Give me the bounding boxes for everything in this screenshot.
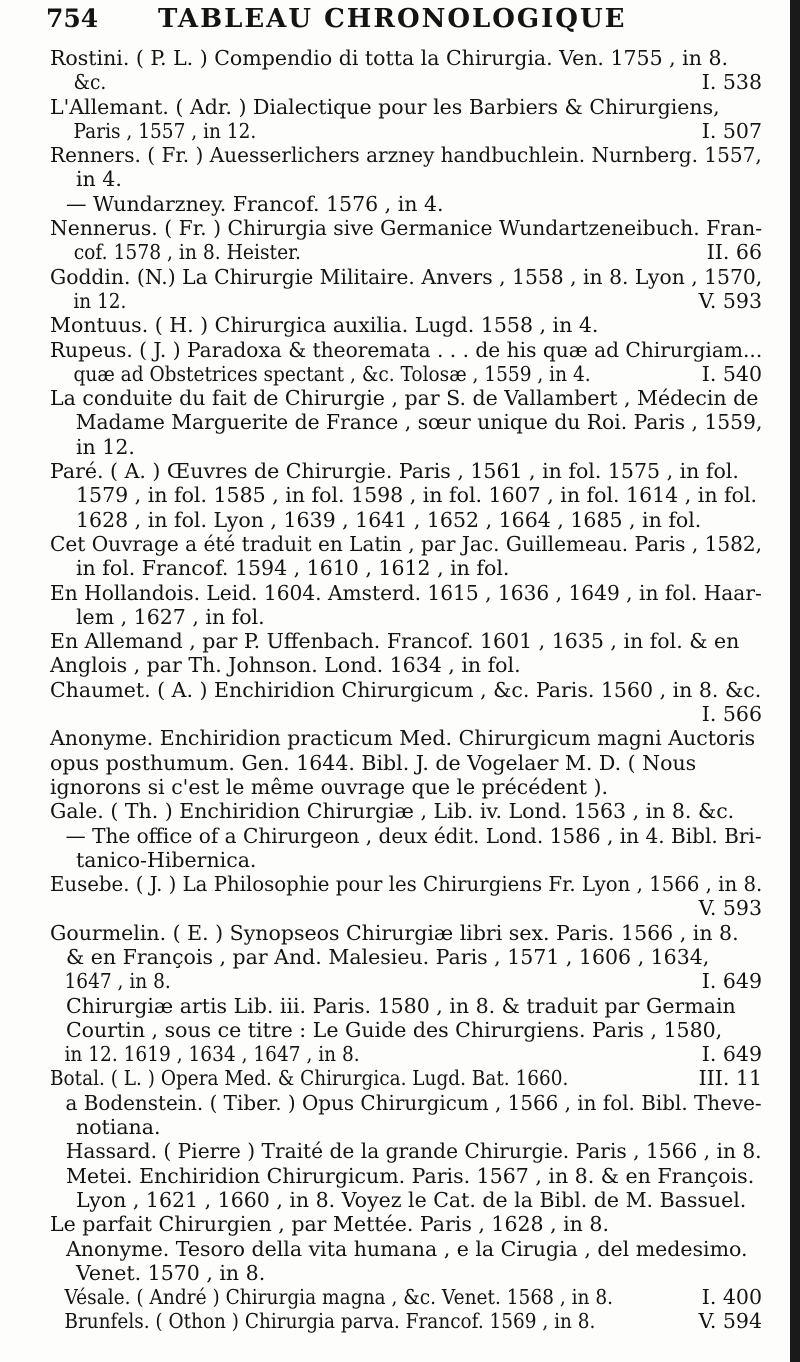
line-text: notiana.: [76, 1115, 161, 1140]
line-text: Botal. ( L. ) Opera Med. & Chirurgica. Lugd. Bat. 1660.: [50, 1066, 569, 1091]
line-text: & en François , par And. Malesieu. Paris , 1571 , 1606 , 1634,: [66, 944, 710, 969]
text-line: [50, 167, 762, 191]
text-line: [50, 435, 762, 459]
text-line: [50, 994, 762, 1018]
text-line: [50, 95, 762, 119]
text-line: [50, 1309, 762, 1333]
line-text: Rupeus. ( J. ) Paradoxa & theoremata . . . de his quæ ad Chirurgiam...: [50, 337, 763, 362]
line-text: 1647 , in 8.: [64, 969, 171, 994]
line-text: ignorons si c'est le même ouvrage que le précédent ).: [50, 774, 609, 799]
text-line: [50, 1237, 762, 1261]
text-line: [50, 143, 762, 167]
page-number: 754: [46, 4, 99, 33]
text-line: [50, 921, 762, 945]
line-text: in 4.: [76, 167, 122, 192]
text-line: [50, 653, 762, 677]
line-text: Anglois , par Th. Johnson. Lond. 1634 , in fol.: [50, 653, 521, 678]
line-text: Renners. ( Fr. ) Auesserlichers arzney handbuchlein. Nurnberg. 1557,: [50, 143, 762, 168]
line-text: Vésale. ( André ) Chirurgia magna , &c. Venet. 1568 , in 8.: [64, 1285, 614, 1310]
line-text: Eusebe. ( J. ) La Philosophie pour les Chirurgiens Fr. Lyon , 1566 , in 8.: [50, 872, 763, 897]
line-ref: V. 594: [691, 1309, 762, 1333]
text-line: [50, 1261, 762, 1285]
line-ref: I. 538: [694, 70, 762, 94]
text-line: [50, 848, 762, 872]
line-text: Metei. Enchiridion Chirurgicum. Paris. 1567 , in 8. & en François.: [66, 1163, 755, 1188]
text-line: [50, 1188, 762, 1212]
line-text: Brunfels. ( Othon ) Chirurgia parva. Francof. 1569 , in 8.: [64, 1309, 596, 1334]
line-ref: I. 540: [694, 362, 762, 386]
line-text: 1579 , in fol. 1585 , in fol. 1598 , in fol. 1607 , in fol. 1614 , in fol.: [76, 483, 758, 508]
line-text: quæ ad Obstetrices spectant , &c. Tolosæ , 1559 , in 4.: [73, 361, 591, 386]
line-text: L'Allemant. ( Adr. ) Dialectique pour les Barbiers & Chirurgiens,: [50, 94, 720, 119]
line-text: Nennerus. ( Fr. ) Chirurgia sive Germanice Wundartzeneibuch. Fran-: [50, 216, 763, 241]
bibliography-entries: [50, 46, 762, 1334]
text-line: [50, 581, 762, 605]
text-line: [50, 1018, 762, 1042]
line-ref: I. 507: [694, 119, 762, 143]
text-line: [50, 896, 762, 920]
line-text: Hassard. ( Pierre ) Traité de la grande Chirurgie. Paris , 1566 , in 8.: [65, 1139, 762, 1164]
line-text: opus posthumum. Gen. 1644. Bibl. J. de Vogelaer M. D. ( Nous: [50, 750, 697, 775]
line-text: Chaumet. ( A. ) Enchiridion Chirurgicum , &c. Paris. 1560 , in 8. &c.: [50, 677, 762, 702]
text-line: [50, 362, 762, 386]
text-line: [50, 338, 762, 362]
line-text: Madame Marguerite de France , sœur unique du Roi. Paris , 1559,: [75, 410, 763, 435]
line-text: En Allemand , par P. Uffenbach. Francof. 1601 , 1635 , in fol. & en: [50, 629, 740, 654]
line-text: 1628 , in fol. Lyon , 1639 , 1641 , 1652 , 1664 , 1685 , in fol.: [76, 507, 702, 532]
line-ref: III. 11: [691, 1066, 762, 1090]
text-line: [50, 969, 762, 993]
text-line: [50, 46, 762, 70]
text-line: [50, 265, 762, 289]
text-line: [50, 824, 762, 848]
line-text: Rostini. ( P. L. ) Compendio di totta la Chirurgia. Ven. 1755 , in 8.: [50, 46, 729, 70]
line-text: Venet. 1570 , in 8.: [76, 1260, 266, 1285]
line-text: in 12.: [76, 434, 135, 459]
text-line: [50, 1212, 762, 1236]
text-line: [50, 556, 762, 580]
line-text: Chirurgiæ artis Lib. iii. Paris. 1580 , in 8. & traduit par Germain: [66, 993, 736, 1018]
running-title: TABLEAU CHRONOLOGIQUE: [158, 4, 627, 34]
text-line: [50, 119, 762, 143]
page-header: [46, 4, 760, 44]
line-ref: I. 400: [694, 1285, 762, 1309]
line-text: Lyon , 1621 , 1660 , in 8. Voyez le Cat. de la Bibl. de M. Bassuel.: [76, 1187, 747, 1212]
line-text: Goddin. (N.) La Chirurgie Militaire. Anvers , 1558 , in 8. Lyon , 1570,: [50, 264, 763, 289]
line-text: in fol. Francof. 1594 , 1610 , 1612 , in fol.: [76, 556, 510, 581]
line-text: Paris , 1557 , in 12.: [73, 118, 257, 143]
text-line: [50, 678, 762, 702]
line-text: La conduite du fait de Chirurgie , par S. de Vallambert , Médecin de: [50, 386, 759, 411]
text-line: [50, 1115, 762, 1139]
text-line: [50, 192, 762, 216]
line-text: in 12. 1619 , 1634 , 1647 , in 8.: [64, 1042, 360, 1067]
text-line: [50, 1042, 762, 1066]
text-line: [50, 872, 762, 896]
line-ref: I. 649: [694, 1042, 762, 1066]
text-line: [50, 1066, 762, 1090]
text-line: [50, 216, 762, 240]
text-line: [50, 702, 762, 726]
text-line: [50, 70, 762, 94]
line-text: Paré. ( A. ) Œuvres de Chirurgie. Paris , 1561 , in fol. 1575 , in fol.: [50, 459, 739, 484]
text-line: [50, 775, 762, 799]
line-text: a Bodenstein. ( Tiber. ) Opus Chirurgicum , 1566 , in fol. Bibl. Theve-: [65, 1090, 762, 1115]
text-line: [50, 459, 762, 483]
text-line: [50, 313, 762, 337]
text-line: [50, 289, 762, 313]
line-text: Anonyme. Tesoro della vita humana , e la Cirugia , del medesimo.: [66, 1236, 748, 1261]
line-text: tanico-Hibernica.: [76, 847, 257, 872]
text-line: [50, 508, 762, 532]
line-text: Cet Ouvrage a été traduit en Latin , par Jac. Guillemeau. Paris , 1582,: [50, 531, 763, 556]
line-text: Anonyme. Enchiridion practicum Med. Chirurgicum magni Auctoris: [50, 726, 756, 751]
text-line: [50, 799, 762, 823]
text-line: [50, 386, 762, 410]
line-text: Gale. ( Th. ) Enchiridion Chirurgiæ , Lib. iv. Lond. 1563 , in 8. &c.: [50, 799, 735, 824]
text-line: [50, 483, 762, 507]
text-line: [50, 1164, 762, 1188]
text-line: [50, 532, 762, 556]
line-text: — The office of a Chirurgeon , deux édit. Lond. 1586 , in 4. Bibl. Bri-: [65, 823, 762, 848]
line-ref: II. 66: [699, 240, 762, 264]
line-text: &c.: [73, 70, 107, 95]
line-text: Courtin , sous ce titre : Le Guide des Chirurgiens. Paris , 1580,: [66, 1017, 723, 1042]
text-line: [50, 751, 762, 775]
text-line: [50, 629, 762, 653]
text-line: [50, 726, 762, 750]
line-text: Gourmelin. ( E. ) Synopseos Chirurgiæ libri sex. Paris. 1566 , in 8.: [50, 920, 739, 945]
line-text: Le parfait Chirurgien , par Mettée. Paris , 1628 , in 8.: [50, 1212, 609, 1237]
line-text: in 12.: [73, 288, 127, 313]
line-text: En Hollandois. Leid. 1604. Amsterd. 1615 , 1636 , 1649 , in fol. Haar-: [50, 580, 762, 605]
line-text: lem , 1627 , in fol.: [76, 604, 265, 629]
text-line: [50, 410, 762, 434]
text-line: [50, 605, 762, 629]
line-ref: V. 593: [691, 289, 762, 313]
line-ref: I. 566: [694, 702, 762, 726]
line-text: cof. 1578 , in 8. Heister.: [73, 240, 301, 265]
text-line: [50, 240, 762, 264]
text-line: [50, 1139, 762, 1163]
text-line: [50, 1091, 762, 1115]
line-ref: V. 593: [691, 896, 762, 920]
text-line: [50, 945, 762, 969]
line-text: — Wundarzney. Francof. 1576 , in 4.: [66, 191, 444, 216]
text-line: [50, 1285, 762, 1309]
line-text: Montuus. ( H. ) Chirurgica auxilia. Lugd. 1558 , in 4.: [50, 313, 599, 338]
line-ref: I. 649: [694, 969, 762, 993]
